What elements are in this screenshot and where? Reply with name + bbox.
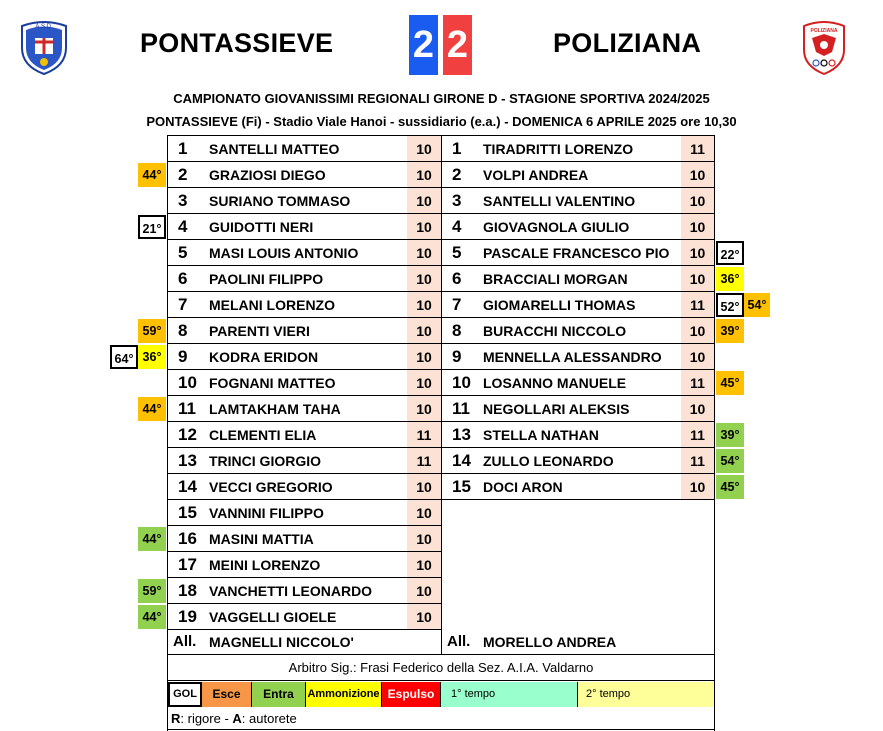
- home-player-number: 3: [167, 188, 203, 214]
- home-event-marker: 44°: [138, 163, 166, 187]
- home-player-row: [167, 474, 441, 500]
- away-player-name: LOSANNO MANUELE: [477, 370, 681, 396]
- away-player-name: GIOMARELLI THOMAS: [477, 292, 681, 318]
- away-player-number: 5: [441, 240, 477, 266]
- away-player-row: [441, 370, 714, 396]
- away-player-name: SANTELLI VALENTINO: [477, 188, 681, 214]
- away-player-number: 4: [441, 214, 477, 240]
- away-player-number: 9: [441, 344, 477, 370]
- home-player-number: 12: [167, 422, 203, 448]
- home-player-shirt: 10: [407, 162, 441, 188]
- home-player-shirt: 10: [407, 240, 441, 266]
- away-event-marker: 54°: [716, 449, 744, 473]
- away-player-name: NEGOLLARI ALEKSIS: [477, 396, 681, 422]
- away-player-shirt: 11: [681, 292, 714, 318]
- home-player-row: [167, 240, 441, 266]
- home-player-shirt: 10: [407, 344, 441, 370]
- away-player-row: [441, 214, 714, 240]
- home-event-marker: 21°: [138, 215, 166, 239]
- away-player-number: 7: [441, 292, 477, 318]
- legend-primo-tempo: 1° tempo: [441, 682, 578, 707]
- frame-right: [714, 135, 715, 731]
- home-player-row: [167, 422, 441, 448]
- frame-middle: [441, 135, 442, 655]
- home-player-number: 14: [167, 474, 203, 500]
- home-player-number: 11: [167, 396, 203, 422]
- svg-text:A.S.D.: A.S.D.: [35, 24, 53, 30]
- away-player-row: [441, 396, 714, 422]
- home-player-number: 2: [167, 162, 203, 188]
- home-player-number: 6: [167, 266, 203, 292]
- away-player-number: 2: [441, 162, 477, 188]
- away-player-row: [441, 136, 714, 162]
- note-r-text: : rigore -: [180, 711, 233, 726]
- home-player-name: FOGNANI MATTEO: [203, 370, 407, 396]
- home-player-row: [167, 136, 441, 162]
- home-player-shirt: 10: [407, 578, 441, 604]
- legend-esce: Esce: [202, 682, 252, 707]
- away-team-logo: [800, 16, 848, 76]
- home-event-marker: 59°: [138, 319, 166, 343]
- away-score: 2: [443, 15, 472, 75]
- home-event-marker: 64°: [110, 345, 138, 369]
- legend-espulso: Espulso: [382, 682, 441, 707]
- home-player-shirt: 10: [407, 604, 441, 630]
- home-player-number: 5: [167, 240, 203, 266]
- away-player-shirt: 10: [681, 396, 714, 422]
- away-player-row: [441, 422, 714, 448]
- away-event-marker: 36°: [716, 267, 744, 291]
- away-player-name: STELLA NATHAN: [477, 422, 681, 448]
- home-player-number: 1: [167, 136, 203, 162]
- home-player-row: [167, 318, 441, 344]
- note-a-text: : autorete: [241, 711, 297, 726]
- home-player-number: 15: [167, 500, 203, 526]
- home-coach-name: MAGNELLI NICCOLO': [203, 629, 441, 655]
- away-player-shirt: 10: [681, 344, 714, 370]
- away-event-marker: 39°: [716, 319, 744, 343]
- home-player-shirt: 11: [407, 422, 441, 448]
- home-player-number: 4: [167, 214, 203, 240]
- competition-title: CAMPIONATO GIOVANISSIMI REGIONALI GIRONE D - STAGIONE SPORTIVA 2024/2025: [173, 91, 710, 106]
- home-coach-label: All.: [167, 629, 203, 655]
- home-player-shirt: 10: [407, 396, 441, 422]
- away-player-name: BRACCIALI MORGAN: [477, 266, 681, 292]
- away-player-row: [441, 266, 714, 292]
- home-player-shirt: 10: [407, 292, 441, 318]
- home-player-number: 16: [167, 526, 203, 552]
- note-a-key: A: [232, 711, 242, 726]
- home-player-row: [167, 604, 441, 630]
- away-player-number: 10: [441, 370, 477, 396]
- away-player-name: ZULLO LEONARDO: [477, 448, 681, 474]
- home-player-name: GRAZIOSI DIEGO: [203, 162, 407, 188]
- home-player-number: 8: [167, 318, 203, 344]
- away-player-shirt: 11: [681, 370, 714, 396]
- away-player-name: BURACCHI NICCOLO: [477, 318, 681, 344]
- home-player-name: SURIANO TOMMASO: [203, 188, 407, 214]
- home-event-marker: 59°: [138, 579, 166, 603]
- home-player-row: [167, 552, 441, 578]
- away-player-number: 1: [441, 136, 477, 162]
- home-player-shirt: 11: [407, 448, 441, 474]
- home-player-row: [167, 448, 441, 474]
- frame-left: [167, 135, 168, 731]
- home-player-row: [167, 344, 441, 370]
- home-player-shirt: 10: [407, 370, 441, 396]
- legend-secondo-tempo: 2° tempo: [578, 682, 715, 707]
- away-player-row: [441, 188, 714, 214]
- away-player-shirt: 10: [681, 474, 714, 500]
- away-coach-label: All.: [441, 629, 477, 655]
- away-player-name: PASCALE FRANCESCO PIO: [477, 240, 681, 266]
- home-player-name: GUIDOTTI NERI: [203, 214, 407, 240]
- note-r-key: R: [171, 711, 181, 726]
- away-player-shirt: 11: [681, 136, 714, 162]
- home-player-row: [167, 214, 441, 240]
- away-player-shirt: 10: [681, 188, 714, 214]
- away-player-number: 6: [441, 266, 477, 292]
- away-player-name: TIRADRITTI LORENZO: [477, 136, 681, 162]
- home-event-marker: 36°: [138, 345, 166, 369]
- away-player-number: 14: [441, 448, 477, 474]
- home-player-shirt: 10: [407, 136, 441, 162]
- away-player-number: 11: [441, 396, 477, 422]
- away-player-row: [441, 318, 714, 344]
- home-player-name: SANTELLI MATTEO: [203, 136, 407, 162]
- away-player-row: [441, 344, 714, 370]
- legend-entra: Entra: [252, 682, 306, 707]
- home-player-row: [167, 162, 441, 188]
- away-player-row: [441, 448, 714, 474]
- svg-text:POLIZIANA: POLIZIANA: [810, 28, 838, 34]
- away-player-shirt: 10: [681, 318, 714, 344]
- home-player-number: 7: [167, 292, 203, 318]
- frame-top: [167, 135, 715, 136]
- home-team-name: PONTASSIEVE: [140, 28, 334, 58]
- away-team-name: POLIZIANA: [553, 28, 702, 58]
- away-player-row: [441, 292, 714, 318]
- home-player-shirt: 10: [407, 552, 441, 578]
- away-player-shirt: 10: [681, 266, 714, 292]
- away-coach-name: MORELLO ANDREA: [477, 629, 715, 655]
- referee-line: Arbitro Sig.: Frasi Federico della Sez. A.I.A. Valdarno: [167, 655, 715, 681]
- home-score: 2: [409, 15, 438, 75]
- home-player-name: MASINI MATTIA: [203, 526, 407, 552]
- home-player-name: LAMTAKHAM TAHA: [203, 396, 407, 422]
- home-player-name: MELANI LORENZO: [203, 292, 407, 318]
- home-player-row: [167, 188, 441, 214]
- home-player-name: MEINI LORENZO: [203, 552, 407, 578]
- home-player-shirt: 10: [407, 214, 441, 240]
- away-player-shirt: 11: [681, 448, 714, 474]
- away-player-row: [441, 240, 714, 266]
- home-player-name: VAGGELLI GIOELE: [203, 604, 407, 630]
- away-event-marker: 45°: [716, 475, 744, 499]
- home-player-name: VECCI GREGORIO: [203, 474, 407, 500]
- home-player-name: TRINCI GIORGIO: [203, 448, 407, 474]
- away-event-marker: 52°: [716, 293, 744, 317]
- away-player-shirt: 10: [681, 162, 714, 188]
- away-event-marker: 22°: [716, 241, 744, 265]
- away-player-number: 15: [441, 474, 477, 500]
- home-player-shirt: 10: [407, 526, 441, 552]
- home-player-shirt: 10: [407, 474, 441, 500]
- home-player-number: 9: [167, 344, 203, 370]
- home-player-shirt: 10: [407, 318, 441, 344]
- away-player-row: [441, 474, 714, 500]
- away-player-shirt: 10: [681, 240, 714, 266]
- home-player-shirt: 10: [407, 188, 441, 214]
- home-player-number: 18: [167, 578, 203, 604]
- home-player-name: VANNINI FILIPPO: [203, 500, 407, 526]
- away-player-name: VOLPI ANDREA: [477, 162, 681, 188]
- home-player-name: CLEMENTI ELIA: [203, 422, 407, 448]
- home-team-logo: [18, 18, 70, 76]
- away-event-marker: 45°: [716, 371, 744, 395]
- home-player-row: [167, 396, 441, 422]
- away-player-name: MENNELLA ALESSANDRO: [477, 344, 681, 370]
- home-player-shirt: 10: [407, 500, 441, 526]
- away-event-marker: 54°: [744, 293, 770, 317]
- home-player-row: [167, 266, 441, 292]
- home-player-row: [167, 526, 441, 552]
- home-player-name: MASI LOUIS ANTONIO: [203, 240, 407, 266]
- home-player-row: [167, 500, 441, 526]
- home-event-marker: 44°: [138, 527, 166, 551]
- home-player-number: 17: [167, 552, 203, 578]
- home-player-row: [167, 578, 441, 604]
- home-player-shirt: 10: [407, 266, 441, 292]
- away-event-marker: 39°: [716, 423, 744, 447]
- match-venue: PONTASSIEVE (Fi) - Stadio Viale Hanoi - sussidiario (e.a.) - DOMENICA 6 APRILE 2025 ore 10,30: [146, 114, 737, 129]
- away-player-number: 8: [441, 318, 477, 344]
- home-player-name: PAOLINI FILIPPO: [203, 266, 407, 292]
- away-player-shirt: 10: [681, 214, 714, 240]
- legend-gol: GOL: [168, 682, 202, 707]
- home-player-row: [167, 370, 441, 396]
- home-event-marker: 44°: [138, 397, 166, 421]
- home-player-row: [167, 292, 441, 318]
- away-player-name: GIOVAGNOLA GIULIO: [477, 214, 681, 240]
- home-player-name: PARENTI VIERI: [203, 318, 407, 344]
- home-player-number: 19: [167, 604, 203, 630]
- away-player-number: 13: [441, 422, 477, 448]
- notes-line: [167, 708, 715, 730]
- away-player-name: DOCI ARON: [477, 474, 681, 500]
- legend-ammonizione: Ammonizione: [306, 682, 382, 707]
- away-player-row: [441, 162, 714, 188]
- home-event-marker: 44°: [138, 605, 166, 629]
- home-player-name: VANCHETTI LEONARDO: [203, 578, 407, 604]
- away-player-number: 3: [441, 188, 477, 214]
- home-player-number: 13: [167, 448, 203, 474]
- home-player-number: 10: [167, 370, 203, 396]
- away-player-shirt: 11: [681, 422, 714, 448]
- home-player-name: KODRA ERIDON: [203, 344, 407, 370]
